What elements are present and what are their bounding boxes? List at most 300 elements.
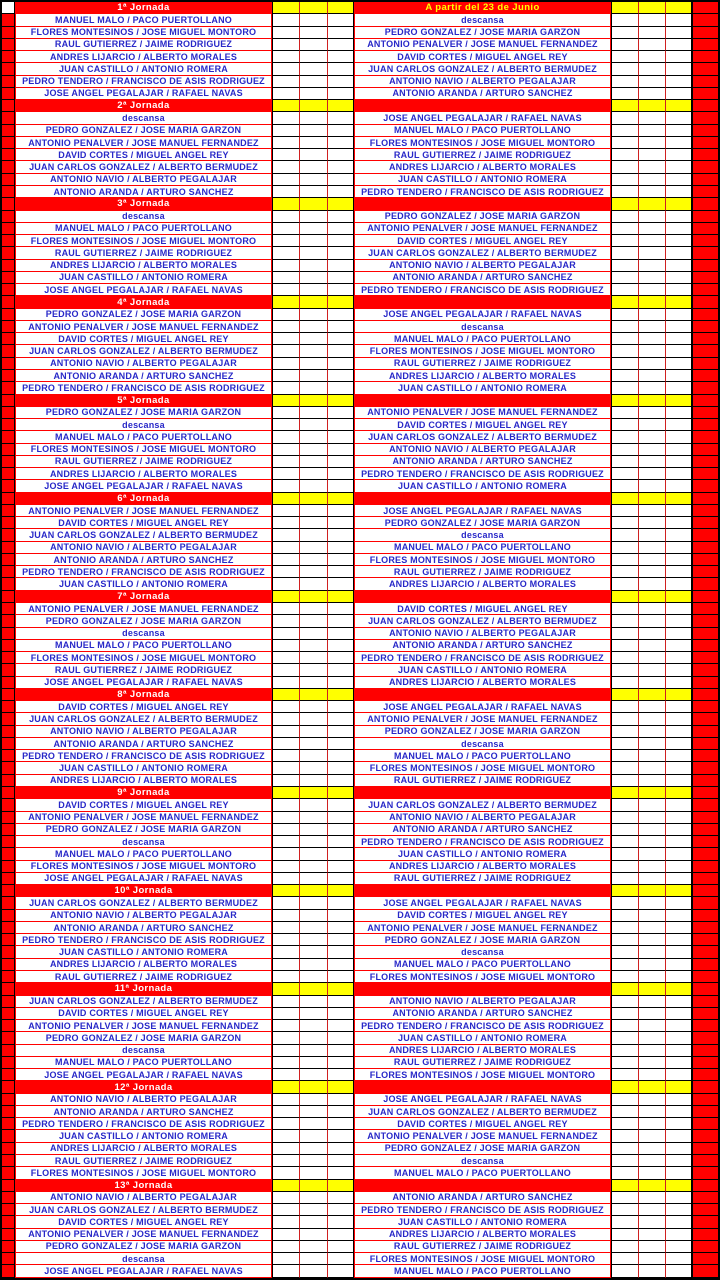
spacer-cell xyxy=(611,983,638,995)
score-cell xyxy=(638,112,665,124)
margin-strip-cell xyxy=(2,345,15,357)
match-left-cell: PEDRO TENDERO / FRANCISCO DE ASIS RODRIGUEZ xyxy=(15,382,272,394)
spacer-cell xyxy=(665,198,692,210)
score-cell xyxy=(665,922,692,934)
spacer-cell xyxy=(272,1180,299,1192)
score-cell xyxy=(272,922,299,934)
score-cell xyxy=(299,1167,327,1179)
spacer-cell xyxy=(272,1081,299,1093)
score-cell xyxy=(665,1045,692,1057)
margin-strip-cell xyxy=(2,419,15,431)
spacer-cell xyxy=(272,885,299,897)
score-cell xyxy=(299,125,327,137)
match-right-cell: ANTONIO PENALVER / JOSE MANUEL FERNANDEZ xyxy=(354,407,611,419)
margin-strip-cell xyxy=(692,1020,718,1032)
match-right-cell: RAUL GUTIERREZ / JAIME RODRIGUEZ xyxy=(354,775,611,787)
score-cell xyxy=(299,836,327,848)
match-right-cell: PEDRO TENDERO / FRANCISCO DE ASIS RODRIGUEZ xyxy=(354,1020,611,1032)
score-cell xyxy=(665,272,692,284)
match-left-cell: MANUEL MALO / PACO PUERTOLLANO xyxy=(15,223,272,235)
jornada-header: 1ª Jornada xyxy=(15,2,272,14)
match-right-cell: PEDRO TENDERO / FRANCISCO DE ASIS RODRIGUEZ xyxy=(354,468,611,480)
match-right-cell: JUAN CASTILLO / ANTONIO ROMERA xyxy=(354,664,611,676)
margin-strip-cell xyxy=(692,934,718,946)
score-cell xyxy=(611,370,638,382)
score-cell xyxy=(299,848,327,860)
score-cell xyxy=(638,861,665,873)
match-left-cell: DAVID CORTES / MIGUEL ANGEL REY xyxy=(15,333,272,345)
score-cell xyxy=(665,996,692,1008)
margin-strip-cell xyxy=(2,321,15,333)
match-right-cell: RAUL GUTIERREZ / JAIME RODRIGUEZ xyxy=(354,149,611,161)
score-cell xyxy=(327,1204,354,1216)
margin-strip-cell xyxy=(692,897,718,909)
match-left-cell: ANTONIO ARANDA / ARTURO SANCHEZ xyxy=(15,922,272,934)
score-cell xyxy=(665,628,692,640)
margin-strip-cell xyxy=(692,149,718,161)
jornada-header: 5ª Jornada xyxy=(15,395,272,407)
margin-strip-cell xyxy=(2,664,15,676)
margin-strip-cell xyxy=(692,321,718,333)
score-cell xyxy=(665,39,692,51)
spacer-cell xyxy=(665,100,692,112)
margin-strip-cell xyxy=(2,1241,15,1253)
score-cell xyxy=(665,1155,692,1167)
score-cell xyxy=(272,39,299,51)
score-cell xyxy=(299,407,327,419)
spacer-cell xyxy=(299,1081,327,1093)
match-right-cell: RAUL GUTIERREZ / JAIME RODRIGUEZ xyxy=(354,873,611,885)
match-left-cell: MANUEL MALO / PACO PUERTOLLANO xyxy=(15,640,272,652)
jornada-note xyxy=(354,787,611,799)
match-right-cell: ANTONIO NAVIO / ALBERTO PEGALAJAR xyxy=(354,628,611,640)
score-cell xyxy=(327,799,354,811)
margin-strip-cell xyxy=(692,517,718,529)
spacer-cell xyxy=(611,689,638,701)
score-cell xyxy=(638,824,665,836)
margin-strip-cell xyxy=(2,1265,15,1277)
spacer-cell xyxy=(299,591,327,603)
score-cell xyxy=(611,14,638,26)
score-cell xyxy=(299,186,327,198)
score-cell xyxy=(327,51,354,63)
score-cell xyxy=(611,39,638,51)
score-cell xyxy=(611,284,638,296)
score-cell xyxy=(327,247,354,259)
score-cell xyxy=(299,1045,327,1057)
score-cell xyxy=(611,934,638,946)
score-cell xyxy=(638,456,665,468)
margin-strip-cell xyxy=(2,713,15,725)
score-cell xyxy=(299,934,327,946)
match-left-cell: DAVID CORTES / MIGUEL ANGEL REY xyxy=(15,1008,272,1020)
score-cell xyxy=(665,333,692,345)
spacer-cell xyxy=(638,983,665,995)
margin-strip-cell xyxy=(2,542,15,554)
score-cell xyxy=(638,1032,665,1044)
margin-strip-cell xyxy=(692,88,718,100)
match-right-cell: DAVID CORTES / MIGUEL ANGEL REY xyxy=(354,603,611,615)
score-cell xyxy=(638,799,665,811)
match-right-cell: JOSE ANGEL PEGALAJAR / RAFAEL NAVAS xyxy=(354,897,611,909)
match-right-cell: PEDRO GONZALEZ / JOSE MARIA GARZON xyxy=(354,1143,611,1155)
score-cell xyxy=(299,873,327,885)
score-cell xyxy=(611,223,638,235)
score-cell xyxy=(327,456,354,468)
margin-strip-cell xyxy=(692,922,718,934)
match-left-cell: ANTONIO ARANDA / ARTURO SANCHEZ xyxy=(15,186,272,198)
score-cell xyxy=(665,112,692,124)
score-cell xyxy=(638,910,665,922)
margin-strip-cell xyxy=(692,689,718,701)
score-cell xyxy=(638,1057,665,1069)
score-cell xyxy=(299,505,327,517)
margin-strip-cell xyxy=(692,799,718,811)
match-right-cell: FLORES MONTESINOS / JOSE MIGUEL MONTORO xyxy=(354,762,611,774)
margin-strip-cell xyxy=(692,885,718,897)
score-cell xyxy=(665,812,692,824)
margin-strip-cell xyxy=(692,284,718,296)
spacer-cell xyxy=(611,1180,638,1192)
score-cell xyxy=(299,211,327,223)
score-cell xyxy=(272,174,299,186)
match-left-cell: JUAN CARLOS GONZALEZ / ALBERTO BERMUDEZ xyxy=(15,996,272,1008)
score-cell xyxy=(611,1253,638,1265)
score-cell xyxy=(638,345,665,357)
match-left-cell: ANTONIO PENALVER / JOSE MANUEL FERNANDEZ xyxy=(15,321,272,333)
score-cell xyxy=(272,444,299,456)
score-cell xyxy=(272,14,299,26)
margin-strip-cell xyxy=(692,578,718,590)
score-cell xyxy=(638,444,665,456)
score-cell xyxy=(299,1192,327,1204)
margin-strip-cell xyxy=(692,566,718,578)
score-cell xyxy=(638,1020,665,1032)
spacer-cell xyxy=(327,493,354,505)
score-cell xyxy=(299,174,327,186)
match-left-cell: ANDRES LIJARCIO / ALBERTO MORALES xyxy=(15,468,272,480)
margin-strip-cell xyxy=(692,14,718,26)
score-cell xyxy=(299,1130,327,1142)
score-cell xyxy=(327,480,354,492)
margin-strip-cell xyxy=(692,1192,718,1204)
spacer-cell xyxy=(272,787,299,799)
margin-strip-cell xyxy=(2,1216,15,1228)
score-cell xyxy=(611,640,638,652)
score-cell xyxy=(272,1216,299,1228)
score-cell xyxy=(638,149,665,161)
match-left-cell: MANUEL MALO / PACO PUERTOLLANO xyxy=(15,848,272,860)
score-cell xyxy=(327,554,354,566)
score-cell xyxy=(327,762,354,774)
score-cell xyxy=(611,382,638,394)
score-cell xyxy=(665,517,692,529)
match-left-cell: JOSE ANGEL PEGALAJAR / RAFAEL NAVAS xyxy=(15,873,272,885)
margin-strip-cell xyxy=(2,750,15,762)
margin-strip-cell xyxy=(2,578,15,590)
margin-strip-cell xyxy=(692,186,718,198)
score-cell xyxy=(299,260,327,272)
spacer-cell xyxy=(611,591,638,603)
score-cell xyxy=(327,1216,354,1228)
schedule-grid xyxy=(2,2,718,1278)
margin-strip-cell xyxy=(692,1130,718,1142)
margin-strip-cell xyxy=(2,272,15,284)
score-cell xyxy=(327,63,354,75)
score-cell xyxy=(272,848,299,860)
match-right-cell: JUAN CARLOS GONZALEZ / ALBERTO BERMUDEZ xyxy=(354,1106,611,1118)
margin-strip-cell xyxy=(692,652,718,664)
score-cell xyxy=(299,762,327,774)
score-cell xyxy=(299,713,327,725)
match-left-cell: JOSE ANGEL PEGALAJAR / RAFAEL NAVAS xyxy=(15,88,272,100)
spacer-cell xyxy=(299,689,327,701)
margin-strip-cell xyxy=(692,260,718,272)
margin-strip-cell xyxy=(2,493,15,505)
margin-strip-cell xyxy=(692,370,718,382)
score-cell xyxy=(665,370,692,382)
spacer-cell xyxy=(665,2,692,14)
score-cell xyxy=(611,260,638,272)
score-cell xyxy=(611,664,638,676)
margin-strip-cell xyxy=(692,235,718,247)
spacer-cell xyxy=(638,1081,665,1093)
margin-strip-cell xyxy=(2,946,15,958)
match-left-cell: DAVID CORTES / MIGUEL ANGEL REY xyxy=(15,517,272,529)
margin-strip-cell xyxy=(692,468,718,480)
score-cell xyxy=(611,1143,638,1155)
score-cell xyxy=(272,1143,299,1155)
match-left-cell: ANTONIO PENALVER / JOSE MANUEL FERNANDEZ xyxy=(15,603,272,615)
margin-strip-cell xyxy=(692,615,718,627)
score-cell xyxy=(638,542,665,554)
margin-strip-cell xyxy=(2,1253,15,1265)
margin-strip-cell xyxy=(692,1106,718,1118)
score-cell xyxy=(665,382,692,394)
margin-strip-cell xyxy=(2,640,15,652)
margin-strip-cell xyxy=(2,223,15,235)
score-cell xyxy=(327,529,354,541)
score-cell xyxy=(611,738,638,750)
score-cell xyxy=(638,284,665,296)
score-cell xyxy=(638,1045,665,1057)
match-right-cell: JOSE ANGEL PEGALAJAR / RAFAEL NAVAS xyxy=(354,701,611,713)
score-cell xyxy=(272,566,299,578)
margin-strip-cell xyxy=(2,505,15,517)
margin-strip-cell xyxy=(2,382,15,394)
margin-strip-cell xyxy=(692,959,718,971)
score-cell xyxy=(299,1106,327,1118)
score-cell xyxy=(638,1204,665,1216)
match-left-cell: ANTONIO PENALVER / JOSE MANUEL FERNANDEZ xyxy=(15,1020,272,1032)
score-cell xyxy=(638,1216,665,1228)
score-cell xyxy=(611,51,638,63)
margin-strip-cell xyxy=(2,1143,15,1155)
score-cell xyxy=(611,861,638,873)
score-cell xyxy=(299,1118,327,1130)
score-cell xyxy=(611,542,638,554)
score-cell xyxy=(272,542,299,554)
score-cell xyxy=(638,309,665,321)
match-right-cell: PEDRO GONZALEZ / JOSE MARIA GARZON xyxy=(354,517,611,529)
match-right-cell: ANTONIO ARANDA / ARTURO SANCHEZ xyxy=(354,272,611,284)
match-right-cell: ANTONIO NAVIO / ALBERTO PEGALAJAR xyxy=(354,812,611,824)
score-cell xyxy=(272,137,299,149)
score-cell xyxy=(638,1241,665,1253)
match-left-cell: MANUEL MALO / PACO PUERTOLLANO xyxy=(15,431,272,443)
match-left-cell: ANTONIO ARANDA / ARTURO SANCHEZ xyxy=(15,738,272,750)
spacer-cell xyxy=(272,493,299,505)
spacer-cell xyxy=(327,689,354,701)
score-cell xyxy=(665,1167,692,1179)
score-cell xyxy=(638,125,665,137)
score-cell xyxy=(665,444,692,456)
margin-strip-cell xyxy=(692,812,718,824)
margin-strip-cell xyxy=(2,1118,15,1130)
score-cell xyxy=(665,750,692,762)
score-cell xyxy=(299,444,327,456)
margin-strip-cell xyxy=(692,1069,718,1081)
score-cell xyxy=(272,480,299,492)
margin-strip-cell xyxy=(2,897,15,909)
score-cell xyxy=(299,996,327,1008)
score-cell xyxy=(665,873,692,885)
score-cell xyxy=(665,125,692,137)
match-left-cell: FLORES MONTESINOS / JOSE MIGUEL MONTORO xyxy=(15,652,272,664)
margin-strip-cell xyxy=(692,775,718,787)
spacer-cell xyxy=(299,493,327,505)
match-right-cell: ANDRES LIJARCIO / ALBERTO MORALES xyxy=(354,1229,611,1241)
score-cell xyxy=(665,1069,692,1081)
score-cell xyxy=(272,321,299,333)
score-cell xyxy=(327,934,354,946)
score-cell xyxy=(299,566,327,578)
jornada-header: 10ª Jornada xyxy=(15,885,272,897)
margin-strip-cell xyxy=(692,861,718,873)
score-cell xyxy=(299,161,327,173)
score-cell xyxy=(272,529,299,541)
margin-strip-cell xyxy=(2,1155,15,1167)
match-right-cell: MANUEL MALO / PACO PUERTOLLANO xyxy=(354,333,611,345)
margin-strip-cell xyxy=(2,1020,15,1032)
score-cell xyxy=(272,260,299,272)
score-cell xyxy=(299,14,327,26)
match-right-cell: ANDRES LIJARCIO / ALBERTO MORALES xyxy=(354,677,611,689)
margin-strip-cell xyxy=(692,983,718,995)
score-cell xyxy=(611,1167,638,1179)
score-cell xyxy=(638,971,665,983)
score-cell xyxy=(327,444,354,456)
score-cell xyxy=(665,836,692,848)
match-left-cell: descansa xyxy=(15,1045,272,1057)
score-cell xyxy=(611,272,638,284)
jornada-header: 4ª Jornada xyxy=(15,296,272,308)
score-cell xyxy=(665,1118,692,1130)
score-cell xyxy=(299,480,327,492)
jornada-header: 9ª Jornada xyxy=(15,787,272,799)
margin-strip-cell xyxy=(2,333,15,345)
margin-strip-cell xyxy=(2,468,15,480)
spacer-cell xyxy=(327,2,354,14)
score-cell xyxy=(665,652,692,664)
score-cell xyxy=(611,603,638,615)
score-cell xyxy=(299,1155,327,1167)
score-cell xyxy=(638,934,665,946)
score-cell xyxy=(272,112,299,124)
score-cell xyxy=(327,1020,354,1032)
score-cell xyxy=(638,554,665,566)
score-cell xyxy=(638,713,665,725)
margin-strip-cell xyxy=(2,112,15,124)
margin-strip-cell xyxy=(2,260,15,272)
score-cell xyxy=(327,1045,354,1057)
spacer-cell xyxy=(299,198,327,210)
score-cell xyxy=(327,542,354,554)
jornada-header: 2ª Jornada xyxy=(15,100,272,112)
score-cell xyxy=(299,738,327,750)
match-right-cell: JOSE ANGEL PEGALAJAR / RAFAEL NAVAS xyxy=(354,112,611,124)
score-cell xyxy=(638,812,665,824)
score-cell xyxy=(611,1229,638,1241)
score-cell xyxy=(327,1032,354,1044)
score-cell xyxy=(665,701,692,713)
match-left-cell: DAVID CORTES / MIGUEL ANGEL REY xyxy=(15,701,272,713)
score-cell xyxy=(611,247,638,259)
score-cell xyxy=(327,505,354,517)
score-cell xyxy=(665,1241,692,1253)
score-cell xyxy=(299,861,327,873)
match-right-cell: DAVID CORTES / MIGUEL ANGEL REY xyxy=(354,910,611,922)
score-cell xyxy=(272,996,299,1008)
match-left-cell: DAVID CORTES / MIGUEL ANGEL REY xyxy=(15,799,272,811)
margin-strip-cell xyxy=(692,1155,718,1167)
score-cell xyxy=(327,775,354,787)
match-right-cell: MANUEL MALO / PACO PUERTOLLANO xyxy=(354,125,611,137)
score-cell xyxy=(327,1265,354,1277)
score-cell xyxy=(611,910,638,922)
score-cell xyxy=(665,713,692,725)
score-cell xyxy=(299,468,327,480)
score-cell xyxy=(638,63,665,75)
score-cell xyxy=(272,272,299,284)
match-left-cell: RAUL GUTIERREZ / JAIME RODRIGUEZ xyxy=(15,971,272,983)
match-right-cell: JOSE ANGEL PEGALAJAR / RAFAEL NAVAS xyxy=(354,309,611,321)
score-cell xyxy=(272,1229,299,1241)
score-cell xyxy=(272,456,299,468)
score-cell xyxy=(638,1118,665,1130)
score-cell xyxy=(611,529,638,541)
score-cell xyxy=(299,578,327,590)
score-cell xyxy=(299,726,327,738)
match-left-cell: PEDRO GONZALEZ / JOSE MARIA GARZON xyxy=(15,407,272,419)
margin-strip-cell xyxy=(2,873,15,885)
match-left-cell: RAUL GUTIERREZ / JAIME RODRIGUEZ xyxy=(15,39,272,51)
margin-strip-cell xyxy=(692,456,718,468)
score-cell xyxy=(327,88,354,100)
match-right-cell: ANTONIO NAVIO / ALBERTO PEGALAJAR xyxy=(354,76,611,88)
score-cell xyxy=(327,1241,354,1253)
score-cell xyxy=(299,1094,327,1106)
margin-strip-cell xyxy=(2,27,15,39)
margin-strip-cell xyxy=(692,664,718,676)
margin-strip-cell xyxy=(2,824,15,836)
score-cell xyxy=(327,1167,354,1179)
margin-strip-cell xyxy=(2,125,15,137)
score-cell xyxy=(638,603,665,615)
score-cell xyxy=(665,1008,692,1020)
score-cell xyxy=(299,750,327,762)
margin-strip-cell xyxy=(692,493,718,505)
